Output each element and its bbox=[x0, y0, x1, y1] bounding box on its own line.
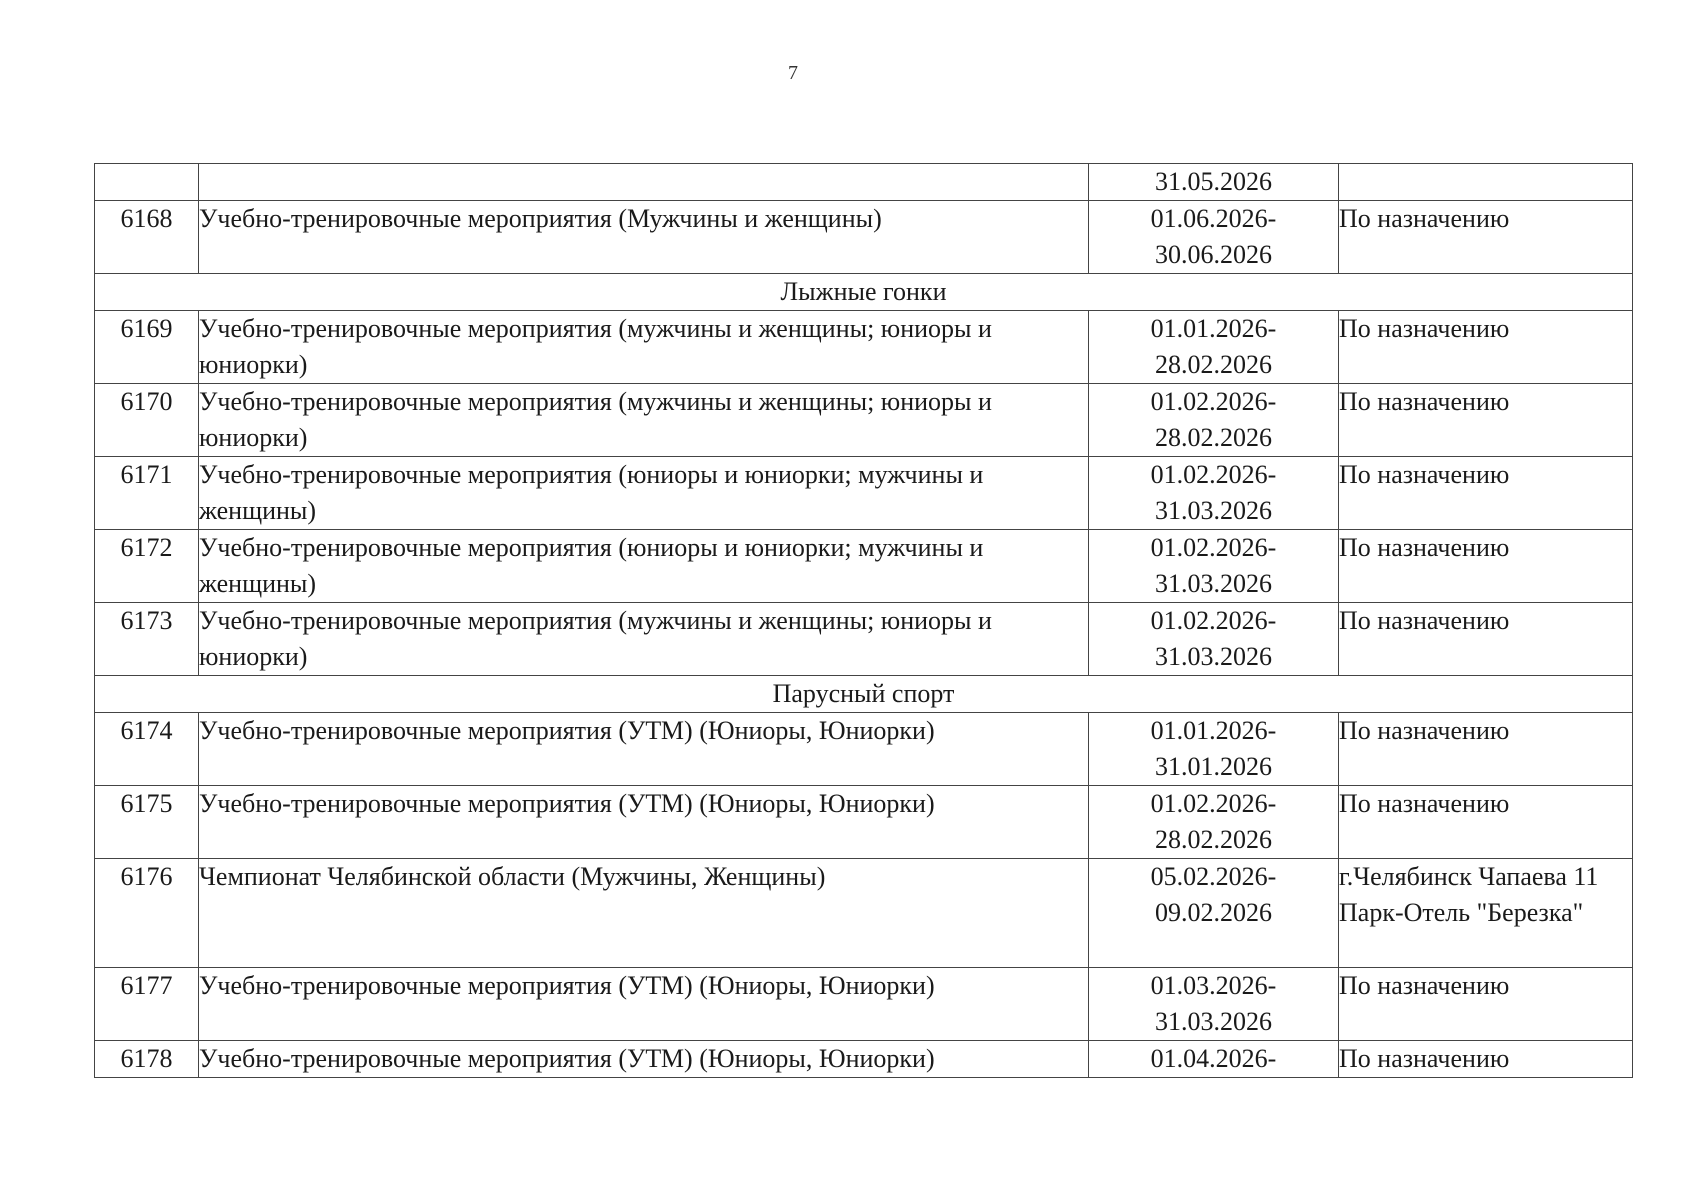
table-row bbox=[95, 603, 1633, 676]
date-start: 01.02.2026- bbox=[1150, 533, 1277, 562]
date-end: 28.02.2026 bbox=[1155, 825, 1272, 854]
date-end: 30.06.2026 bbox=[1155, 240, 1272, 269]
table-row bbox=[95, 384, 1633, 457]
event-place: По назначению bbox=[1339, 713, 1633, 786]
date-start: 01.02.2026- bbox=[1150, 387, 1277, 416]
date-end: 31.03.2026 bbox=[1155, 642, 1272, 671]
event-name: Учебно-тренировочные мероприятия (УТМ) (Юниоры, Юниорки) bbox=[199, 786, 1089, 859]
table-row bbox=[95, 457, 1633, 530]
table-row bbox=[95, 1041, 1633, 1078]
section-title-ski: Лыжные гонки bbox=[95, 274, 1633, 311]
event-name: Учебно-тренировочные мероприятия (мужчины и женщины; юниоры и юниорки) bbox=[199, 311, 1089, 384]
event-number bbox=[95, 164, 199, 201]
date-end: 31.03.2026 bbox=[1155, 1007, 1272, 1036]
event-dates bbox=[1089, 384, 1339, 457]
event-place: По назначению bbox=[1339, 384, 1633, 457]
event-place: По назначению bbox=[1339, 201, 1633, 274]
event-name: Учебно-тренировочные мероприятия (юниоры и юниорки; мужчины и женщины) bbox=[199, 457, 1089, 530]
date-end: 31.03.2026 bbox=[1155, 496, 1272, 525]
event-dates bbox=[1089, 201, 1339, 274]
event-dates bbox=[1089, 713, 1339, 786]
table-row bbox=[95, 164, 1633, 201]
table-row bbox=[95, 786, 1633, 859]
event-number: 6171 bbox=[95, 457, 199, 530]
date-end: 09.02.2026 bbox=[1155, 898, 1272, 927]
table-row bbox=[95, 201, 1633, 274]
event-number: 6177 bbox=[95, 968, 199, 1041]
date-end: 31.03.2026 bbox=[1155, 569, 1272, 598]
event-name: Чемпионат Челябинской области (Мужчины, Женщины) bbox=[199, 859, 1089, 968]
page-number: 7 bbox=[788, 62, 798, 84]
event-dates bbox=[1089, 968, 1339, 1041]
table-row bbox=[95, 311, 1633, 384]
event-number: 6174 bbox=[95, 713, 199, 786]
date-start: 01.01.2026- bbox=[1150, 314, 1277, 343]
event-number: 6169 bbox=[95, 311, 199, 384]
event-number: 6178 bbox=[95, 1041, 199, 1078]
event-number: 6173 bbox=[95, 603, 199, 676]
date-end: 28.02.2026 bbox=[1155, 423, 1272, 452]
event-dates bbox=[1089, 1041, 1339, 1078]
events-table bbox=[94, 163, 1633, 1078]
event-name: Учебно-тренировочные мероприятия (УТМ) (Юниоры, Юниорки) bbox=[199, 713, 1089, 786]
event-dates bbox=[1089, 311, 1339, 384]
event-place: По назначению bbox=[1339, 786, 1633, 859]
event-name: Учебно-тренировочные мероприятия (мужчины и женщины; юниоры и юниорки) bbox=[199, 603, 1089, 676]
event-number: 6170 bbox=[95, 384, 199, 457]
date-start: 01.01.2026- bbox=[1150, 716, 1277, 745]
date-start: 01.03.2026- bbox=[1150, 971, 1277, 1000]
section-title-sailing: Парусный спорт bbox=[95, 676, 1633, 713]
event-number: 6176 bbox=[95, 859, 199, 968]
event-place: По назначению bbox=[1339, 1041, 1633, 1078]
event-place: По назначению bbox=[1339, 530, 1633, 603]
event-dates bbox=[1089, 859, 1339, 968]
date-start: 01.04.2026- bbox=[1150, 1044, 1277, 1073]
event-name: Учебно-тренировочные мероприятия (УТМ) (Юниоры, Юниорки) bbox=[199, 1041, 1089, 1078]
event-number: 6175 bbox=[95, 786, 199, 859]
date-end: 28.02.2026 bbox=[1155, 350, 1272, 379]
event-place: г.Челябинск Чапаева 11 Парк-Отель "Березка" bbox=[1339, 859, 1633, 968]
event-place: По назначению bbox=[1339, 968, 1633, 1041]
date-start: 05.02.2026- bbox=[1150, 862, 1277, 891]
event-dates bbox=[1089, 603, 1339, 676]
event-name bbox=[199, 164, 1089, 201]
table-row bbox=[95, 530, 1633, 603]
table-row bbox=[95, 859, 1633, 968]
event-place: По назначению bbox=[1339, 311, 1633, 384]
event-place: По назначению bbox=[1339, 457, 1633, 530]
event-place bbox=[1339, 164, 1633, 201]
table-row bbox=[95, 713, 1633, 786]
table-row bbox=[95, 968, 1633, 1041]
event-dates: 31.05.2026 bbox=[1089, 164, 1339, 201]
event-number: 6168 bbox=[95, 201, 199, 274]
date-start: 01.02.2026- bbox=[1150, 460, 1277, 489]
section-row bbox=[95, 274, 1633, 311]
event-name: Учебно-тренировочные мероприятия (УТМ) (Юниоры, Юниорки) bbox=[199, 968, 1089, 1041]
event-name: Учебно-тренировочные мероприятия (юниоры и юниорки; мужчины и женщины) bbox=[199, 530, 1089, 603]
date-end: 31.01.2026 bbox=[1155, 752, 1272, 781]
event-dates bbox=[1089, 457, 1339, 530]
section-row bbox=[95, 676, 1633, 713]
event-number: 6172 bbox=[95, 530, 199, 603]
event-place: По назначению bbox=[1339, 603, 1633, 676]
event-name: Учебно-тренировочные мероприятия (Мужчины и женщины) bbox=[199, 201, 1089, 274]
event-dates bbox=[1089, 530, 1339, 603]
event-dates bbox=[1089, 786, 1339, 859]
date-start: 01.02.2026- bbox=[1150, 606, 1277, 635]
date-start: 01.02.2026- bbox=[1150, 789, 1277, 818]
event-name: Учебно-тренировочные мероприятия (мужчины и женщины; юниоры и юниорки) bbox=[199, 384, 1089, 457]
date-start: 01.06.2026- bbox=[1150, 204, 1277, 233]
